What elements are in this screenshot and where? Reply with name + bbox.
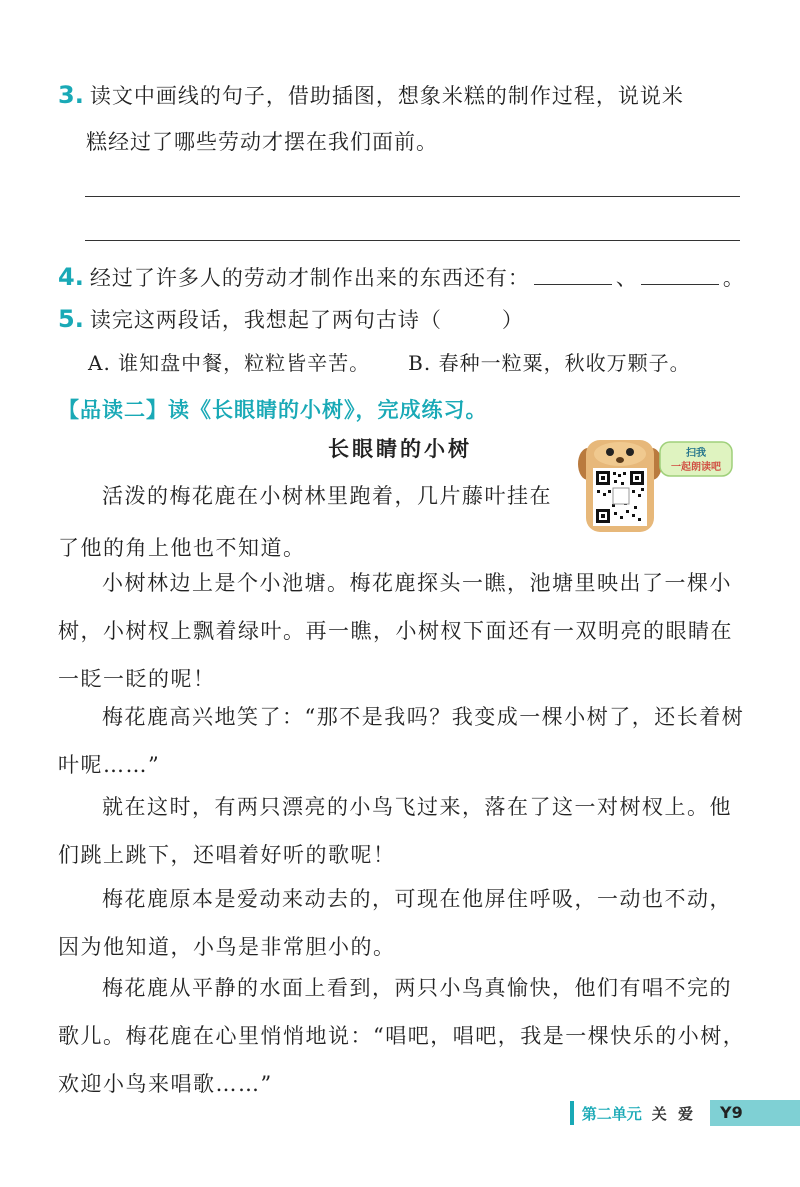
story-paragraph: 梅花鹿高兴地笑了：“那不是我吗？我变成一棵小树了，还长着树叶呢……” [58, 705, 745, 777]
story-paragraph: 梅花鹿原本是爱动来动去的，可现在他屏住呼吸，一动也不动，因为他知道，小鸟是非常胆小的。 [58, 887, 732, 959]
fill-blank[interactable] [641, 262, 719, 285]
story-paragraph: 活泼的梅花鹿在小树林里跑着，几片藤叶挂在 [102, 484, 552, 508]
story-paragraph: 就在这时，有两只漂亮的小鸟飞过来，落在了这一对树杈上。他们跳上跳下，还唱着好听的歌呢！ [58, 795, 732, 867]
question-4 [58, 254, 760, 301]
dog-qr-icon [578, 436, 738, 536]
page-footer [570, 1100, 800, 1126]
question-3 [58, 72, 760, 165]
question-text-continued: 糕经过了哪些劳动才摆在我们面前。 [86, 130, 438, 154]
story-paragraph: 小树林边上是个小池塘。梅花鹿探头一瞧，池塘里映出了一棵小树，小树杈上飘着绿叶。再一瞧，小树杈下面还有一双明亮的眼睛在一眨一眨的呢！ [58, 571, 733, 691]
story-paragraph: 梅花鹿从平静的水面上看到，两只小鸟真愉快，他们有唱不完的歌儿。梅花鹿在心里悄悄地说：“唱吧，唱吧，我是一棵快乐的小树，欢迎小鸟来唱歌……” [58, 976, 746, 1096]
question-number: 4. [58, 263, 84, 291]
option-b[interactable]: B. 春种一粒粟，秋收万颗子。 [408, 351, 691, 375]
page-number: Y9 [710, 1100, 800, 1126]
period: 。 [722, 266, 744, 290]
question-text: 经过了许多人的劳动才制作出来的东西还有： [89, 266, 530, 290]
topic-label: 关 爱 [651, 1104, 696, 1123]
story-paragraph: 了他的角上他也不知道。 [58, 536, 306, 560]
option-a[interactable]: A. 谁知盘中餐，粒粒皆辛苦。 [88, 351, 371, 375]
footer-accent-bar [570, 1101, 574, 1125]
answer-line[interactable] [85, 240, 740, 241]
bubble-text-2: 一起朗读吧 [671, 462, 721, 473]
question-number: 3. [58, 81, 84, 109]
answer-line[interactable] [85, 196, 740, 197]
question-5 [58, 296, 760, 343]
question-text: 读完这两段话，我想起了两句古诗（ [89, 308, 442, 332]
unit-label: 第二单元 [581, 1104, 642, 1123]
question-text: 读文中画线的句子，借助插图，想象米糕的制作过程，说说米 [89, 84, 684, 108]
options [88, 343, 770, 383]
fill-blank[interactable] [534, 262, 612, 285]
qr-code-widget[interactable] [578, 436, 738, 536]
paren-close: ） [501, 308, 523, 332]
section-heading: 【品读二】读《长眼睛的小树》，完成练习。 [58, 398, 488, 422]
separator: 、 [615, 266, 637, 290]
story-title: 长眼睛的小树 [328, 436, 472, 461]
question-number: 5. [58, 305, 84, 333]
bubble-text-1: 扫我 [686, 448, 706, 459]
